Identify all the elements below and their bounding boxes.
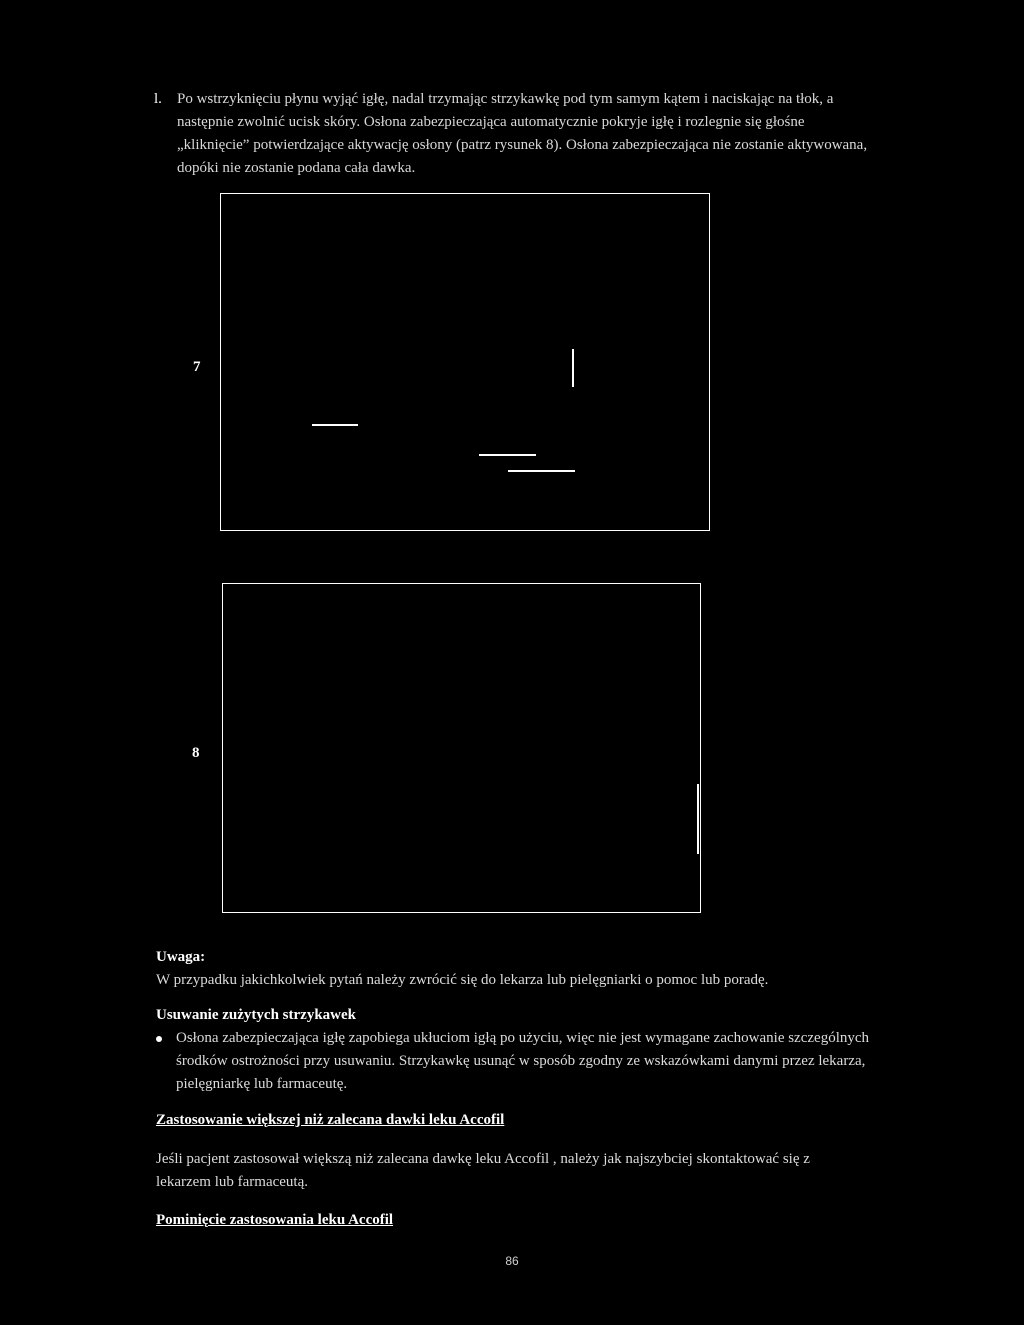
missed-dose-heading: Pominięcie zastosowania leku Accofil [156, 1212, 394, 1228]
overdose-heading: Zastosowanie większej niż zalecana dawki leku Accofil [156, 1112, 505, 1128]
figure-7-syringe-mark [572, 349, 574, 387]
disposal-bullet [156, 1027, 876, 1096]
step-l-item [154, 88, 874, 180]
figure-8-label: 8 [192, 745, 200, 761]
note-text: W przypadku jakichkolwiek pytań należy zwrócić się do lekarza lub pielęgniarki o pomoc lub poradę. [156, 972, 769, 988]
disposal-heading: Usuwanie zużytych strzykawek [156, 1007, 356, 1023]
note-heading: Uwaga: [156, 949, 206, 965]
bullet-dot-icon [156, 1036, 162, 1042]
figure-7-frame [220, 193, 710, 531]
step-l-marker: l. [154, 91, 162, 107]
overdose-text: Jeśli pacjent zastosował większą niż zalecana dawkę leku Accofil , należy jak najszybciej skontaktować się z lekarzem lub farmaceutą. [156, 1151, 810, 1190]
figure-7-stroke-b [479, 454, 536, 456]
page-number: 86 [505, 1254, 519, 1268]
disposal-bullet-text: Osłona zabezpieczająca igłę zapobiega ukłuciom igłą po użyciu, więc nie jest wymagane zachowanie szczególnych środków ostrożności przy usuwaniu. Strzykawkę usunąć w sposób zgodny ze wskazówkami danymi przez lekarza, pielęgniarkę lub farmaceutę. [176, 1030, 870, 1092]
figure-7-stroke-c [508, 470, 575, 472]
figure-7-stroke-a [312, 424, 358, 426]
step-l-text: Po wstrzyknięciu płynu wyjąć igłę, nadal trzymając strzykawkę pod tym samym kątem i naciskając na tłok, a następnie zwolnić ucisk skóry. Osłona zabezpieczająca automatycznie pokryje igłę i rozlegnie się głośne „kliknięcie” potwierdzające aktywację osłony (patrz rysunek 8). Osłona zabezpieczająca nie zostanie aktywowana, dopóki nie zostanie podana cała dawka. [177, 91, 868, 176]
figure-7-label: 7 [193, 359, 201, 375]
figure-8-edge-mark [697, 784, 699, 854]
figure-8-frame [222, 583, 701, 913]
